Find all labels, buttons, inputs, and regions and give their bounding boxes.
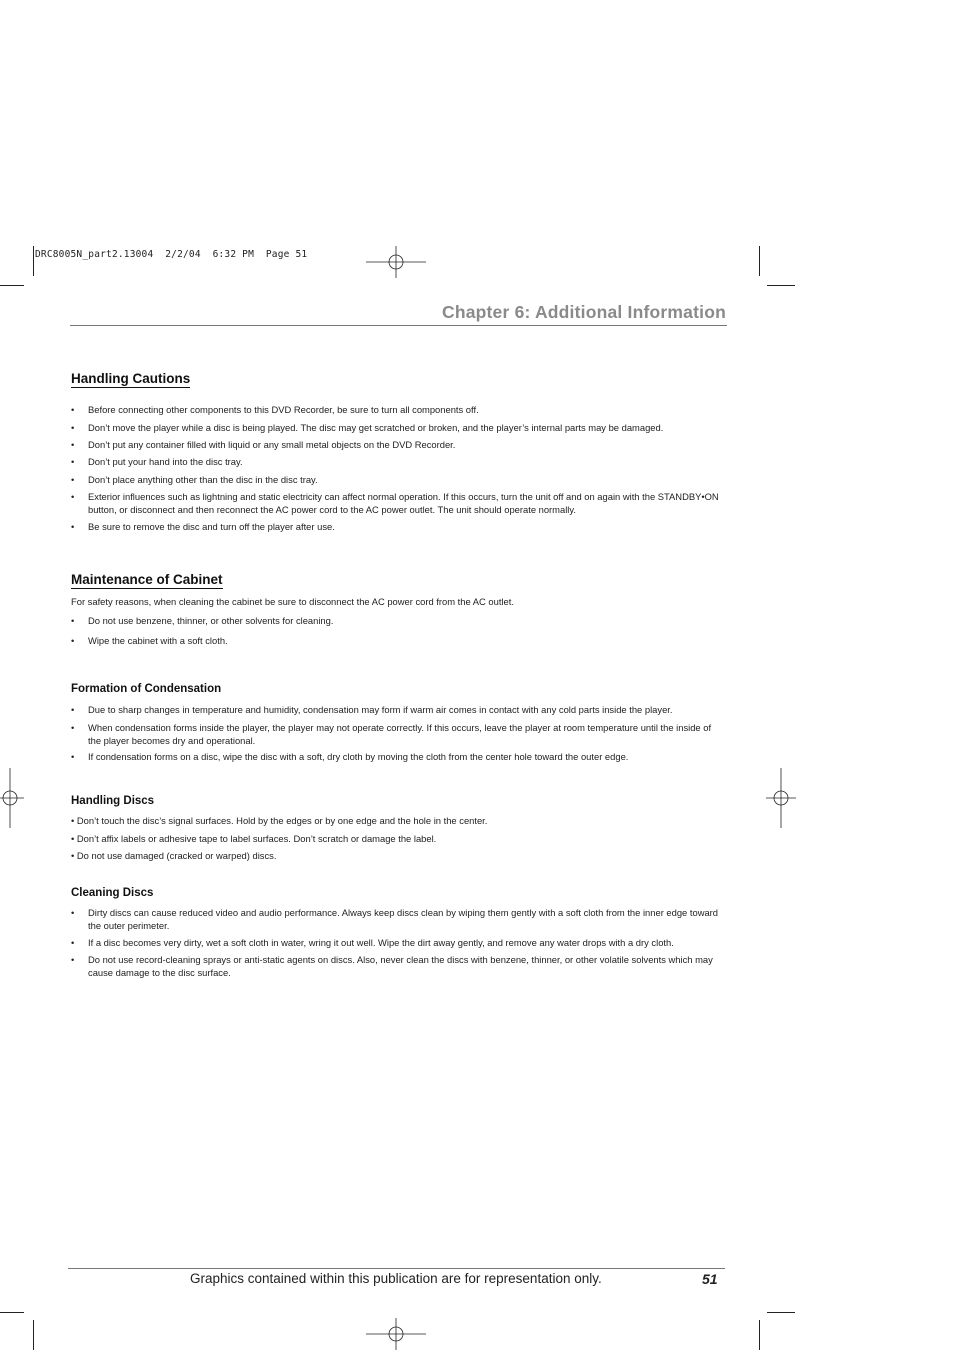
list-item: • Don’t move the player while a disc is being played. The disc may get scratched or broken, and the player’s internal parts may be damaged. [71,422,664,433]
chapter-title: Chapter 6: Additional Information [441,302,726,322]
cleaning-discs-heading: Cleaning Discs [71,887,154,899]
header-rule [70,325,727,326]
registration-mark-left-icon [0,768,24,828]
print-slug: DRC8005N_part2.13004 2/2/04 6:32 PM Page 51 [35,249,308,260]
list-item: • Be sure to remove the disc and turn off the player after use. [71,521,335,532]
registration-mark-top-icon [366,246,426,278]
list-item: • Exterior influences such as lightning and static electricity can affect normal operation. If this occurs, turn the unit off and on again with the STANDBY•ON button, or disconnect and then reconnect the AC power cord to the AC power outlet. The unit should operate normally. [71,491,719,515]
list-item: • Don’t affix labels or adhesive tape to label surfaces. Don’t scratch or damage the label. [71,833,437,844]
list-item: • Before connecting other components to this DVD Recorder, be sure to turn all components off. [71,404,479,415]
list-item: • If condensation forms on a disc, wipe the disc with a soft, dry cloth by moving the cloth from the center hole toward the outer edge. [71,751,629,762]
handling-discs-heading: Handling Discs [71,795,155,807]
registration-mark-right-icon [766,768,796,828]
list-item: • Don’t touch the disc’s signal surfaces. Hold by the edges or by one edge and the hole in the center. [71,815,488,826]
footer-rule [68,1268,725,1269]
list-item: • Do not use benzene, thinner, or other solvents for cleaning. [71,615,334,626]
handling-cautions-heading: Handling Cautions [71,371,191,386]
footer-disclaimer: Graphics contained within this publication are for representation only. [190,1271,602,1286]
maintenance-intro: For safety reasons, when cleaning the cabinet be sure to disconnect the AC power cord from the AC outlet. [71,596,514,607]
list-item: • If a disc becomes very dirty, wet a soft cloth in water, wring it out well. Wipe the dirt away gently, and remove any water drops with a dry cloth. [71,937,674,948]
registration-mark-bottom-icon [366,1318,426,1350]
list-item: • Dirty discs can cause reduced video and audio performance. Always keep discs clean by wiping them gently with a soft cloth from the inner edge toward the outer perimeter. [71,907,719,931]
list-item: • Due to sharp changes in temperature and humidity, condensation may form if warm air comes in contact with any cold parts inside the player. [71,704,673,715]
list-item: • When condensation forms inside the player, the player may not operate correctly. If this occurs, leave the player at room temperature until the inside of the player becomes dry and operational. [71,722,712,746]
condensation-heading: Formation of Condensation [71,683,222,695]
list-item: • Don’t put any container filled with liquid or any small metal objects on the DVD Recorder. [71,439,456,450]
page-number: 51 [702,1271,718,1287]
list-item: • Do not use damaged (cracked or warped) discs. [71,850,277,861]
list-item: • Don’t put your hand into the disc tray. [71,456,243,467]
list-item: • Do not use record-cleaning sprays or anti-static agents on discs. Also, never clean the discs with benzene, thinner, or other volatile solvents which may cause damage to the disc surface. [71,954,713,978]
list-item: • Wipe the cabinet with a soft cloth. [71,635,228,646]
list-item: • Don’t place anything other than the disc in the disc tray. [71,474,318,485]
maintenance-heading: Maintenance of Cabinet [71,572,223,587]
